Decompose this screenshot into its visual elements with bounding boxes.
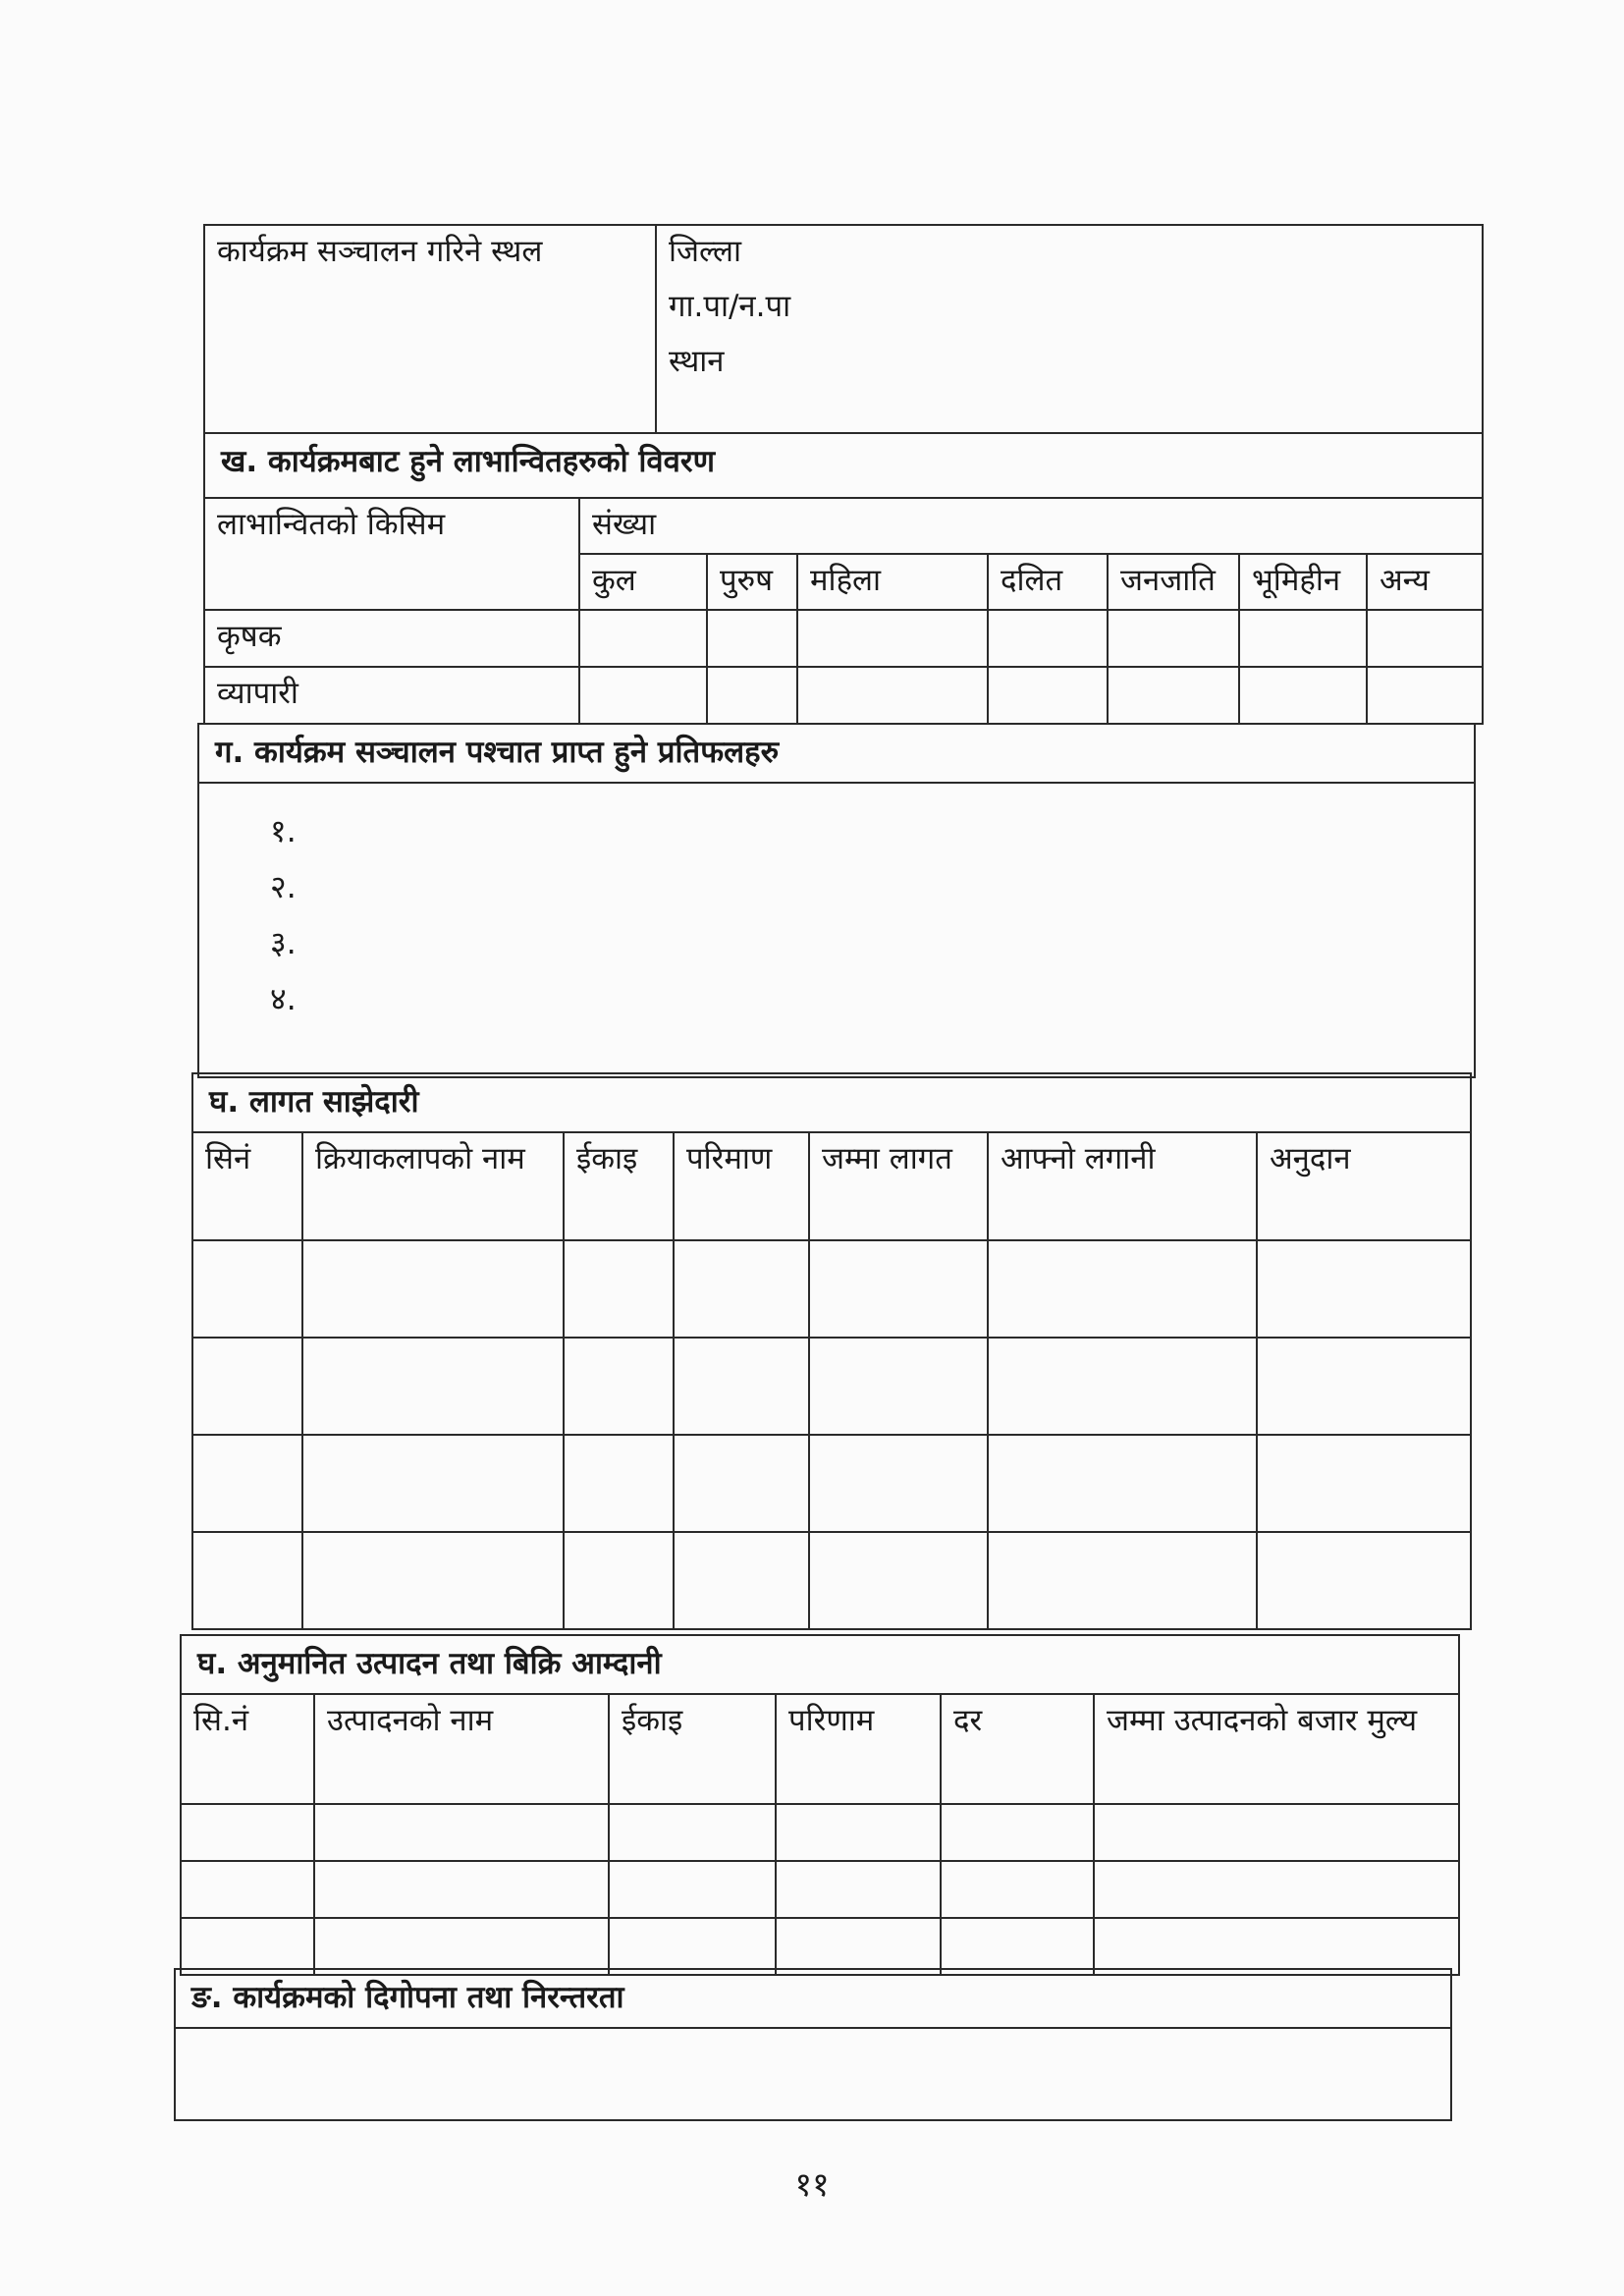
location-fields [656,225,1483,433]
col-female: महिला [797,554,988,610]
input-cell[interactable] [988,610,1108,667]
input-cell[interactable] [181,1804,314,1861]
input-cell[interactable] [776,1861,941,1918]
list-item: २. [270,867,297,905]
input-cell[interactable] [314,1918,609,1975]
input-cell[interactable] [192,1435,302,1532]
input-cell[interactable] [1094,1861,1459,1918]
col-dalit: दलित [988,554,1108,610]
input-cell[interactable] [192,1532,302,1629]
input-cell[interactable] [809,1240,988,1338]
district-field[interactable]: जिल्ला [669,234,742,269]
input-cell[interactable] [941,1918,1094,1975]
input-cell[interactable] [941,1804,1094,1861]
input-cell[interactable] [988,1338,1257,1435]
production-table [180,1634,1460,1976]
cost-sharing-table [191,1072,1472,1630]
input-cell[interactable] [674,1435,809,1532]
input-cell[interactable] [564,1338,674,1435]
input-cell[interactable] [809,1532,988,1629]
col-other: अन्य [1367,554,1483,610]
input-cell[interactable] [988,1532,1257,1629]
input-cell[interactable] [564,1240,674,1338]
beneficiaries-table [203,432,1484,725]
col-serial: सिनं [192,1132,302,1240]
col-unit: ईकाइ [564,1132,674,1240]
list-item: १. [270,811,297,849]
input-cell[interactable] [941,1861,1094,1918]
input-cell[interactable] [314,1804,609,1861]
input-cell[interactable] [1367,610,1483,667]
input-cell[interactable] [988,667,1108,724]
count-header: संख्या [579,498,1483,554]
list-item: ४. [270,979,297,1017]
table-row [181,1804,1459,1861]
input-cell[interactable] [302,1240,564,1338]
input-cell[interactable] [302,1435,564,1532]
input-cell[interactable] [564,1435,674,1532]
place-field[interactable]: स्थान [669,343,725,379]
input-cell[interactable] [609,1861,776,1918]
col-rate: दर [941,1694,1094,1804]
col-quantity: परिणाम [776,1694,941,1804]
input-cell[interactable] [1108,610,1239,667]
input-cell[interactable] [192,1240,302,1338]
input-cell[interactable] [988,1240,1257,1338]
input-cell[interactable] [776,1804,941,1861]
col-quantity: परिमाण [674,1132,809,1240]
input-cell[interactable] [988,1435,1257,1532]
input-cell[interactable] [1257,1435,1471,1532]
input-cell[interactable] [674,1240,809,1338]
table-row [204,667,1483,724]
col-activity-name: क्रियाकलापको नाम [302,1132,564,1240]
input-cell[interactable] [181,1861,314,1918]
col-landless: भूमिहीन [1239,554,1367,610]
input-cell[interactable] [1108,667,1239,724]
input-cell[interactable] [1094,1918,1459,1975]
cost-sharing-heading: घ. लागत साझेदारी [192,1073,1471,1132]
outcomes-list-cell[interactable] [198,783,1475,1077]
input-cell[interactable] [1239,610,1367,667]
row-label-farmer: कृषक [204,610,579,667]
input-cell[interactable] [564,1532,674,1629]
input-cell[interactable] [1257,1338,1471,1435]
col-market-value: जम्मा उत्पादनको बजार मुल्य [1094,1694,1459,1804]
sustainability-table [174,1968,1452,2121]
input-cell[interactable] [302,1338,564,1435]
col-own-investment: आफ्नो लगानी [988,1132,1257,1240]
input-cell[interactable] [674,1338,809,1435]
table-row [181,1918,1459,1975]
col-grant: अनुदान [1257,1132,1471,1240]
row-label-trader: व्यापारी [204,667,579,724]
location-label: कार्यक्रम सञ्चालन गरिने स्थल [204,225,656,433]
input-cell[interactable] [809,1338,988,1435]
municipality-field[interactable]: गा.पा/न.पा [669,288,791,324]
input-cell[interactable] [314,1861,609,1918]
input-cell[interactable] [181,1918,314,1975]
input-cell[interactable] [674,1532,809,1629]
input-cell[interactable] [797,667,988,724]
sustainability-heading: ङ. कार्यक्रमको दिगोपना तथा निरन्तरता [175,1969,1451,2028]
input-cell[interactable] [809,1435,988,1532]
input-cell[interactable] [1257,1532,1471,1629]
outcomes-heading: ग. कार्यक्रम सञ्चालन पश्चात प्राप्त हुने प्रतिफलहरु [198,724,1475,783]
input-cell[interactable] [192,1338,302,1435]
beneficiary-type-header: लाभान्वितको किसिम [204,498,579,610]
col-unit: ईकाइ [609,1694,776,1804]
col-janajati: जनजाति [1108,554,1239,610]
location-table [203,224,1484,434]
input-cell[interactable] [776,1918,941,1975]
input-cell[interactable] [707,610,797,667]
page-number: ११ [794,2165,830,2205]
outcomes-list [270,803,1462,1027]
col-total-cost: जम्मा लागत [809,1132,988,1240]
col-serial: सि.नं [181,1694,314,1804]
col-product-name: उत्पादनको नाम [314,1694,609,1804]
input-cell[interactable] [579,667,707,724]
list-item: ३. [270,923,297,961]
input-cell[interactable] [1239,667,1367,724]
sustainability-input[interactable] [175,2028,1451,2120]
col-male: पुरुष [707,554,797,610]
beneficiaries-heading: ख. कार्यक्रमबाट हुने लाभान्वितहरुको विवरण [204,433,1483,498]
table-row [181,1861,1459,1918]
col-total: कुल [579,554,707,610]
table-row [192,1338,1471,1435]
table-row [192,1240,1471,1338]
table-row [204,610,1483,667]
input-cell[interactable] [707,667,797,724]
table-row [192,1532,1471,1629]
input-cell[interactable] [609,1804,776,1861]
input-cell[interactable] [1257,1240,1471,1338]
input-cell[interactable] [1094,1804,1459,1861]
input-cell[interactable] [609,1918,776,1975]
outcomes-table [197,723,1476,1078]
input-cell[interactable] [579,610,707,667]
input-cell[interactable] [302,1532,564,1629]
input-cell[interactable] [797,610,988,667]
table-row [192,1435,1471,1532]
production-heading: घ. अनुमानित उत्पादन तथा बिक्रि आम्दानी [181,1635,1459,1694]
input-cell[interactable] [1367,667,1483,724]
